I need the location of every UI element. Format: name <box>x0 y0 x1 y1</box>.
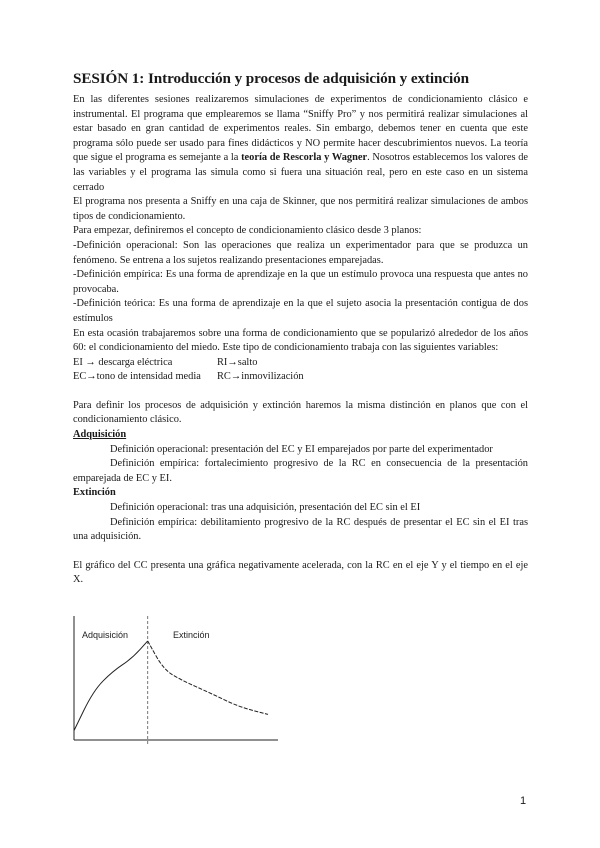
adquisicion-empirica: Definición empírica: fortalecimiento progresivo de la RC en consecuencia de la presentación emparejada de EC y EI. <box>73 458 528 484</box>
variable-left: EI → descarga eléctrica <box>73 356 173 368</box>
extincion-operacional: Definición operacional: tras una adquisición, presentación del EC sin el EI <box>110 502 421 514</box>
intro-paragraph-3: Para empezar, definiremos el concepto de condicionamiento clásico desde 3 planos: <box>73 225 422 237</box>
page-number: 1 <box>520 795 527 807</box>
adquisicion-heading: Adquisición <box>73 429 127 441</box>
intro-paragraph-1 <box>73 93 528 195</box>
variable-left: EC→tono de intensidad media <box>73 371 201 383</box>
intro-paragraph-7: En esta ocasión trabajaremos sobre una forma de condicionamiento que se popularizó alrededor de los años 60: el condicionamiento del miedo. Este tipo de condicionamiento trabaja con las siguientes variables: <box>73 327 528 354</box>
adquisicion-operacional: Definición operacional: presentación del EC y EI emparejados por parte del experimentador <box>110 443 493 455</box>
intro-paragraph-2: El programa nos presenta a Sniffy en una caja de Skinner, que nos permitirá realizar simulaciones de ambos tipos de condicionamiento. <box>73 196 528 222</box>
def-operacional: -Definición operacional: Son las operaciones que realiza un experimentador para que se produzca un fenómeno. Se entrena a los sujetos realizando presentaciones emparejadas. <box>73 239 528 266</box>
variables-row-2 <box>73 370 528 385</box>
variable-right: RI→salto <box>217 356 258 368</box>
curve-extincion <box>148 641 268 714</box>
graph-description: El gráfico del CC presenta una gráfica negativamente acelerada, con la RC en el eje Y y el tiempo en el eje X. <box>73 559 528 586</box>
document-page <box>73 70 528 588</box>
conditioning-curve-chart <box>70 612 282 745</box>
label-extincion: Extinción <box>173 630 210 640</box>
extincion-empirica: Definición empírica: debilitamiento progresivo de la RC después de presentar el EC sin el EI tras una adquisición. <box>73 516 528 543</box>
variables-row-1 <box>73 356 528 371</box>
variable-right: RC→inmovilización <box>217 371 304 383</box>
section2-intro: Para definir los procesos de adquisición y extinción haremos la misma distinción en planos que con el condicionamiento clásico. <box>73 399 528 426</box>
intro-text-end: . Nosotros establecemos los valores de las variables y el programa las simula como si fuera una situación real, pero en este caso en un sistema cerrado <box>73 152 528 193</box>
intro-text: En las diferentes sesiones realizaremos simulaciones de experimentos de condicionamiento clásico e instrumental. El programa que emplearemos se llama “Sniffy Pro” y nos permitirá realizar simulaciones al estar basado en gran cantidad de experimentos reales. Sin embargo, debemos tener en cuenta que este programa sólo puede ser usado para fines didácticos y NO permite hacer descubrimientos nuevos. La teoría que sigue el programa es semejante a la <box>73 94 528 164</box>
def-empirica: -Definición empírica: Es una forma de aprendizaje en la que un estímulo provoca una respuesta que antes no provocaba. <box>73 269 528 295</box>
extincion-heading: Extinción <box>73 487 116 499</box>
def-teorica: -Definición teórica: Es una forma de aprendizaje en la que el sujeto asocia la presentación contigua de dos estímulos <box>73 298 528 324</box>
intro-bold-text: teoría de Rescorla y Wagner <box>241 152 368 164</box>
curve-adquisicion <box>74 641 148 731</box>
page-title: SESIÓN 1: Introducción y procesos de adquisición y extinción <box>73 70 469 87</box>
label-adquisicion: Adquisición <box>82 630 129 640</box>
